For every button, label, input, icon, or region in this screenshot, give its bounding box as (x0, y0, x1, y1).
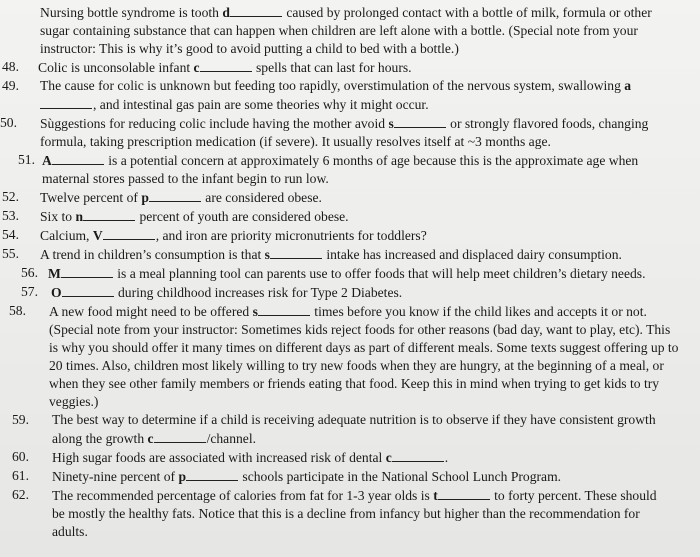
question-text: caused by prolonged contact with a bottle of milk, formula or other sugar containing substance that can happen when children are left alone with a bottle. (Special note from your instructor: This is why it’s good to avoid putting a child to bed with a bottle.) (40, 5, 652, 56)
answer-initial: p (178, 469, 187, 484)
question-text: , and iron are priority micronutrients for toddlers? (155, 228, 427, 243)
question-text: or strongly flavored foods, changing formula, taking prescription medication (if severe). It usually resolves itself at ~3 months age. (40, 116, 649, 149)
question-59 (12, 411, 672, 448)
question-text: Twelve percent of (40, 190, 142, 205)
question-text: The best way to determine if a child is receiving adequate nutrition is to observe if they have consistent growth along the growth (52, 412, 656, 446)
question-text: The cause for colic is unknown but feeding too rapidly, overstimulation of the nervous system, swallowing (40, 78, 625, 93)
question-58 (9, 302, 679, 411)
answer-blank[interactable] (258, 302, 310, 316)
question-text: is a meal planning tool can parents use to offer foods that will help meet children’s dietary needs. (113, 266, 646, 281)
question-57 (21, 283, 681, 302)
question-text: Ninety-nine percent of (52, 469, 179, 484)
question-text: percent of youth are considered obese. (136, 209, 349, 224)
question-number: 56. (21, 265, 38, 280)
question-text: . (444, 450, 449, 465)
answer-initial: M (48, 266, 61, 281)
question-number: 52. (2, 189, 19, 204)
question-text: is a potential concern at approximately 6 months of age because this is the approximate age when maternal stores passed to the infant begin to run low. (42, 153, 639, 186)
question-text: Six to (40, 209, 76, 224)
answer-blank[interactable] (52, 151, 104, 165)
question-text: intake has increased and displaced dairy consumption. (322, 247, 622, 262)
question-62 (12, 486, 672, 541)
question-text: Sùggestions for reducing colic include having the mother avoid (40, 116, 389, 131)
answer-initial: s (388, 116, 394, 131)
question-number: 60. (12, 449, 29, 464)
answer-initial: c (193, 60, 200, 75)
question-text: Nursing bottle syndrome is tooth (40, 5, 223, 20)
question-text: A new food might need to be offered (49, 304, 253, 319)
question-55 (2, 245, 700, 264)
answer-blank[interactable] (394, 114, 446, 128)
question-number: 49. (2, 78, 19, 93)
question-61 (12, 467, 672, 486)
answer-initial: a (624, 78, 632, 93)
question-number: 62. (12, 487, 29, 502)
answer-initial: s (252, 304, 258, 319)
answer-initial: c (385, 450, 392, 465)
question-49 (2, 77, 680, 114)
question-51 (20, 151, 687, 188)
answer-blank[interactable] (40, 95, 92, 109)
answer-initial: t (433, 488, 438, 503)
question-number: 54. (2, 227, 19, 242)
question-number: 61. (12, 468, 29, 483)
question-text: to forty percent. These should be mostly the healthy fats. Notice that this is a decline from infancy but higher than the recommendation for adults. (52, 488, 657, 539)
answer-blank[interactable] (149, 188, 201, 202)
answer-blank[interactable] (230, 3, 282, 17)
question-56 (21, 264, 683, 283)
question-47 (2, 3, 680, 58)
question-text: /channel. (206, 431, 257, 446)
question-text: are considered obese. (201, 190, 322, 205)
question-number: 50. (0, 115, 17, 130)
question-text: , and intestinal gas pain are some theories why it might occur. (93, 97, 429, 112)
answer-initial: V (92, 228, 103, 243)
question-text: Calcium, (40, 228, 93, 243)
answer-initial: p (141, 190, 149, 205)
answer-initial: c (147, 431, 154, 446)
question-53 (2, 207, 680, 226)
answer-blank[interactable] (200, 58, 252, 72)
question-54 (2, 226, 680, 245)
answer-blank[interactable] (154, 429, 206, 443)
question-52 (2, 188, 680, 207)
question-48 (2, 58, 678, 77)
answer-blank[interactable] (392, 448, 444, 462)
question-text: Colic is unconsolable infant (38, 60, 194, 75)
question-number: 51. (18, 152, 35, 167)
answer-initial: A (42, 153, 52, 168)
answer-initial: d (222, 5, 230, 20)
answer-initial: O (51, 285, 62, 300)
question-50 (0, 114, 680, 151)
question-text: during childhood increases risk for Type 2 Diabetes. (114, 285, 403, 300)
question-text: A trend in children’s consumption is that (40, 247, 265, 262)
answer-initial: s (264, 247, 270, 262)
answer-initial: n (75, 209, 84, 224)
question-text: High sugar foods are associated with increased risk of dental (52, 450, 386, 465)
answer-blank[interactable] (83, 207, 135, 221)
question-number: 59. (12, 412, 29, 427)
answer-blank[interactable] (62, 283, 114, 297)
question-number: 58. (9, 303, 26, 318)
answer-blank[interactable] (438, 486, 490, 500)
answer-blank[interactable] (270, 245, 322, 259)
question-60 (12, 448, 672, 467)
answer-blank[interactable] (103, 226, 155, 240)
question-text: schools participate in the National School Lunch Program. (239, 469, 562, 484)
question-text: times before you know if the child likes and accepts it or not. (Special note from your instructor: Sometimes kids reject foods for other reasons (bad day, want to play, etc). This is why you should offer it many times on different days as part of different meals. Some texts suggest offering up to 20 times. Also, children most likely willing to try new foods when they are hungry, at the beginning of a meal, or when they see other family members or friends eating that food. Keep this in mind when trying to get kids to try veggies.) (49, 304, 679, 409)
answer-blank[interactable] (186, 467, 238, 481)
question-number: 48. (2, 59, 19, 74)
question-text: The recommended percentage of calories from fat for 1-3 year olds is (52, 488, 434, 503)
answer-blank[interactable] (61, 264, 113, 278)
question-number: 55. (2, 246, 19, 261)
question-number: 53. (2, 208, 19, 223)
question-number: 57. (21, 284, 38, 299)
question-text: spells that can last for hours. (252, 60, 412, 75)
